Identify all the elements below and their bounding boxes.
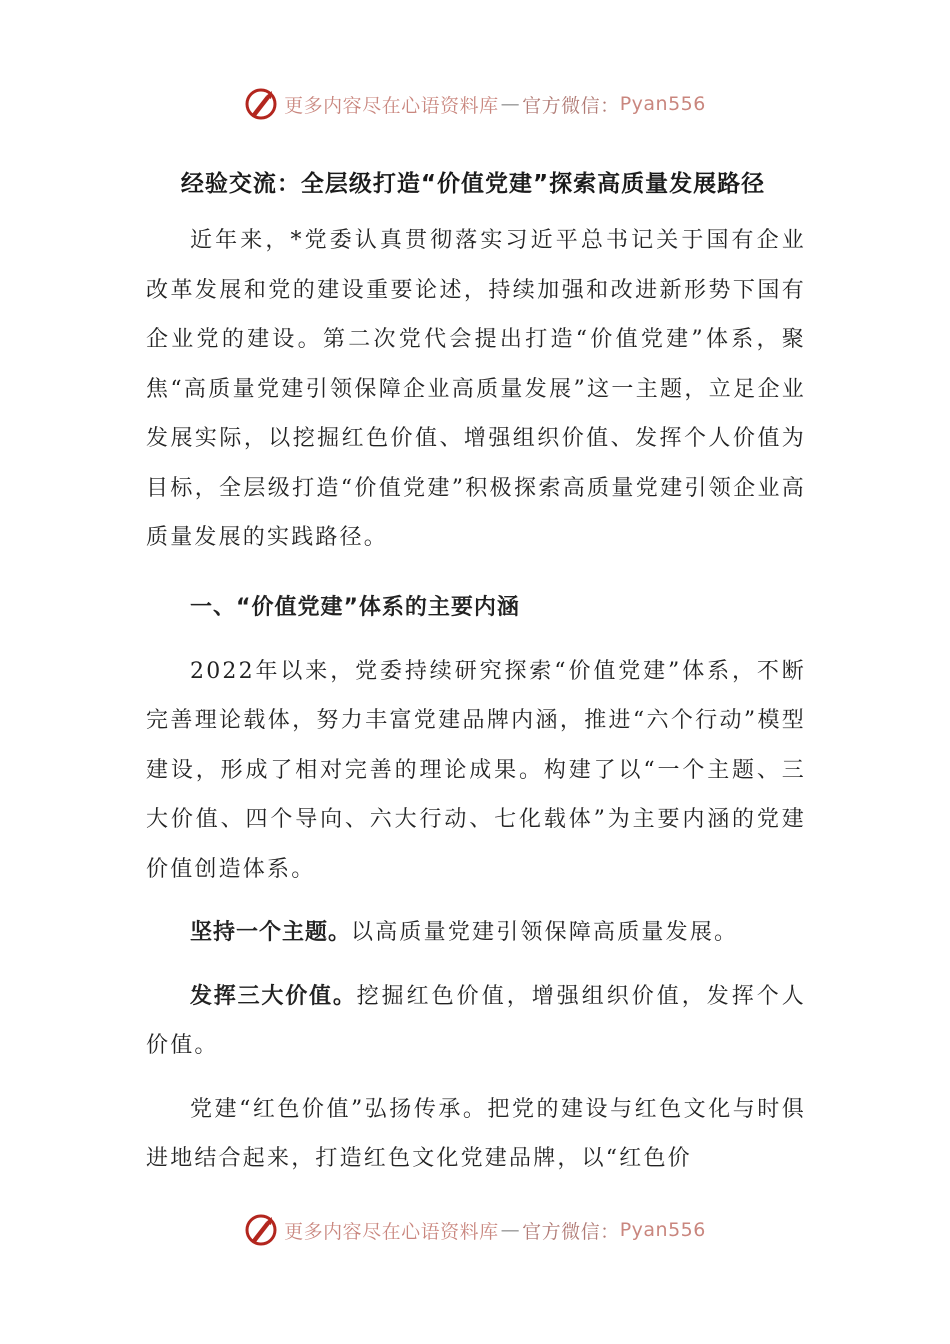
point-one-lead: 坚持一个主题。	[190, 920, 352, 945]
footer-watermark-banner	[0, 1210, 950, 1250]
document-title: 经验交流：全层级打造“价值党建”探索高质量发展路径	[180, 171, 766, 197]
banner-wechat-id: Pyan556	[619, 93, 706, 115]
section1-paragraph: 2022年以来，党委持续研究探索“价值党建”体系，不断完善理论载体，努力丰富党建品牌内涵，推进“六个行动”模型建设，形成了相对完善的理论成果。构建了以“一个主题、三大价值、四个导向、六大行动、七化载体”为主要内涵的党建价值创造体系。	[146, 658, 806, 882]
point-one-paragraph	[146, 908, 806, 958]
point-two-text: 挖掘红色价值，增强组织价值，发挥个人价值。	[146, 983, 806, 1058]
red-value-paragraph: 党建“红色价值”弘扬传承。把党的建设与红色文化与时俱进地结合起来，打造红色文化党建品牌，以“红色价	[146, 1096, 806, 1171]
intro-paragraph: 近年来，*党委认真贯彻落实习近平总书记关于国有企业改革发展和党的建设重要论述，持续加强和改进新形势下国有企业党的建设。第二次党代会提出打造“价值党建”体系，聚焦“高质量党建引领保障企业高质量发展”这一主题，立足企业发展实际，以挖掘红色价值、增强组织价值、发挥个人价值为目标，全层级打造“价值党建”积极探索高质量党建引领企业高质量发展的实践路径。	[146, 228, 806, 550]
point-two-paragraph	[146, 972, 806, 1071]
banner-separator: —	[500, 93, 521, 115]
section-heading-1: 一、“价值党建”体系的主要内涵	[190, 594, 520, 620]
banner-wechat-label: 官方微信：	[522, 94, 620, 117]
point-one-text: 以高质量党建引领保障高质量发展。	[351, 920, 739, 945]
header-watermark-banner	[0, 84, 950, 124]
quill-seal-logo-icon	[244, 87, 278, 121]
document-body	[146, 168, 806, 1184]
banner-wechat-label: 官方微信：	[522, 1220, 620, 1243]
banner-text: 更多内容尽在心语资料库	[284, 94, 499, 117]
banner-separator: —	[500, 1219, 521, 1241]
quill-seal-logo-icon	[244, 1213, 278, 1247]
banner-text: 更多内容尽在心语资料库	[284, 1220, 499, 1243]
point-two-lead: 发挥三大价值。	[190, 983, 357, 1009]
banner-wechat-id: Pyan556	[619, 1219, 706, 1241]
